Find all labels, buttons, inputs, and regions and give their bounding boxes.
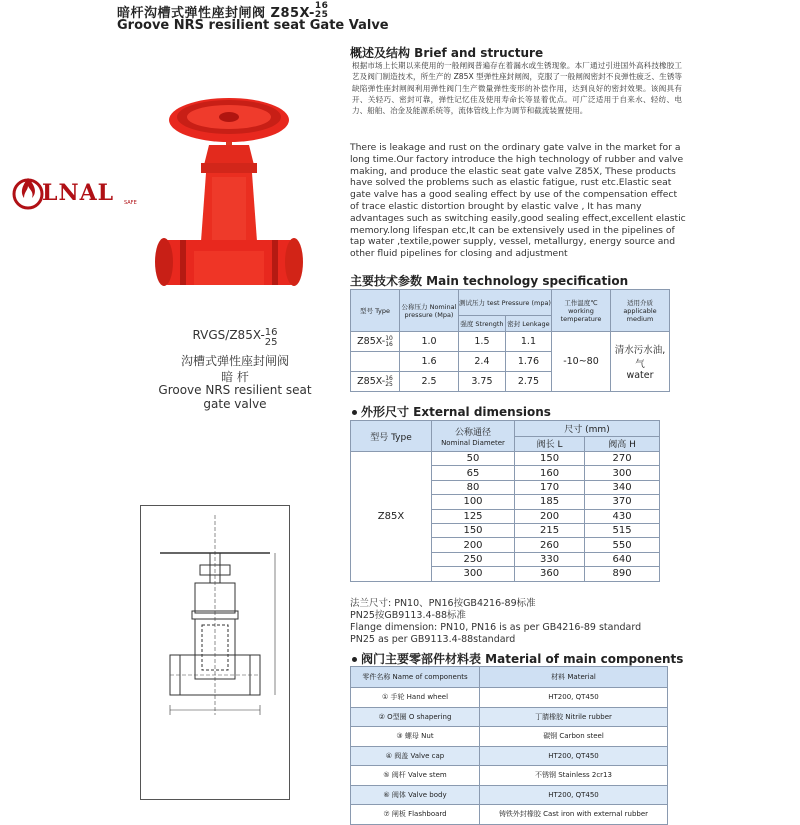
spec-nominal: 2.5 xyxy=(400,372,459,392)
flange-line-3: Flange dimension: PN10, PN16 is as per GB4216-89 standard xyxy=(350,622,642,633)
spec-header-nominal: 公称压力 Nominal pressure (Mpa) xyxy=(400,290,459,332)
dims-table xyxy=(350,420,660,582)
dims-header-type: 型号 Type xyxy=(351,421,432,452)
table-row: ② O型圈 O shapering 丁腈橡胶 Nitrile rubber xyxy=(351,707,668,727)
dims-l: 260 xyxy=(515,538,585,552)
table-row: ⑤ 阀杆 Valve stem 不锈钢 Stainless 2cr13 xyxy=(351,766,668,786)
dims-h: 515 xyxy=(585,523,660,537)
bullet-icon xyxy=(352,410,357,415)
logo-text: LNAL xyxy=(42,180,115,206)
spec-temp: -10~80 xyxy=(552,332,611,392)
materials-table xyxy=(350,666,668,825)
caption-stem-cn: 暗 杆 xyxy=(221,370,249,384)
spec-nominal: 1.6 xyxy=(400,352,459,372)
valve-drawing xyxy=(140,505,290,800)
dims-header-h: 阀高 H xyxy=(585,436,660,452)
dims-h: 430 xyxy=(585,509,660,523)
dims-title: 外形尺寸 External dimensions xyxy=(352,403,551,420)
dims-dn: 65 xyxy=(432,466,515,480)
dims-l: 160 xyxy=(515,466,585,480)
spec-header-strength: 强度 Strength xyxy=(459,316,506,332)
dims-h: 640 xyxy=(585,552,660,566)
flange-line-2: PN25按GB9113.4-88标准 xyxy=(350,610,467,621)
dims-h: 340 xyxy=(585,480,660,494)
flange-line-4: PN25 as per GB9113.4-88standard xyxy=(350,634,516,645)
flange-line-1: 法兰尺寸: PN10、PN16按GB4216-89标准 xyxy=(350,598,536,609)
dims-h: 300 xyxy=(585,466,660,480)
spec-strength: 3.75 xyxy=(459,372,506,392)
table-row: ⑥ 阀体 Valve body HT200, QT450 xyxy=(351,785,668,805)
table-row: ③ 螺母 Nut 碳钢 Carbon steel xyxy=(351,727,668,747)
dims-l: 200 xyxy=(515,509,585,523)
table-row xyxy=(351,452,660,466)
materials-header-material: 材料 Material xyxy=(480,667,668,688)
spec-medium: 清水污水油, 气 water xyxy=(611,332,670,392)
dims-dn: 80 xyxy=(432,480,515,494)
dims-h: 550 xyxy=(585,538,660,552)
spec-header-medium: 适用介质 applicable medium xyxy=(611,290,670,332)
spec-table xyxy=(350,289,670,392)
dims-h: 890 xyxy=(585,567,660,581)
dims-dn: 50 xyxy=(432,452,515,466)
dims-dn: 250 xyxy=(432,552,515,566)
spec-leakage: 1.1 xyxy=(505,332,551,352)
spec-strength: 1.5 xyxy=(459,332,506,352)
table-row xyxy=(351,332,670,352)
dims-h: 370 xyxy=(585,495,660,509)
table-row: ④ 阀盖 Valve cap HT200, QT450 xyxy=(351,746,668,766)
page-title-en: Groove NRS resilient seat Gate Valve xyxy=(117,18,389,33)
dims-l: 150 xyxy=(515,452,585,466)
spec-type-cell xyxy=(351,352,400,372)
spec-header-leakage: 密封 Lenkage xyxy=(505,316,551,332)
logo-sub-text: SAFE xyxy=(124,200,137,206)
spec-header-temp: 工作温度℃ working temperature xyxy=(552,290,611,332)
spec-title: 主要技术参数 Main technology specification xyxy=(350,274,629,288)
dims-dn: 100 xyxy=(432,495,515,509)
materials-title: 阀门主要零部件材料表 Material of main components xyxy=(352,650,683,667)
brief-cn-text: 根据市场上长期以来使用的一般闸阀普遍存在着漏水或生锈现象。本厂通过引进国外高科技橡胶工艺及阀门制造技术，所生产的 Z85X 型弹性座封闸阀，克服了一般闸阀密封不良弹性疲乏、生锈等缺陷弹性座封闸阀利用弹性阀门生产微量弹性变形的补偿作用，达到良好的密封效果。该阀具有开、关轻巧、密封可靠，弹性记忆佳及使用寿命长等显着优点。可广泛适用于自来水、轻纺、电力、船舶、冶金及能源系统等，流体管线上作为调节和截流装置使用。 xyxy=(352,61,682,116)
dims-dn: 150 xyxy=(432,523,515,537)
caption-name-cn: 沟槽式弹性座封闸阀 xyxy=(180,354,289,368)
spec-strength: 2.4 xyxy=(459,352,506,372)
caption-name-en-2: gate valve xyxy=(203,397,267,411)
spec-header-type: 型号 Type xyxy=(351,290,400,332)
dims-l: 215 xyxy=(515,523,585,537)
dims-l: 330 xyxy=(515,552,585,566)
spec-nominal: 1.0 xyxy=(400,332,459,352)
dims-dn: 200 xyxy=(432,538,515,552)
spec-type-cell: Z85X-10 16 xyxy=(351,332,400,352)
spec-type-cell: Z85X-16 25 xyxy=(351,372,400,392)
dims-type: Z85X xyxy=(351,452,432,582)
dims-dn: 300 xyxy=(432,567,515,581)
title-cn-text: 暗杆沟槽式弹性座封闸阀 Z85X- xyxy=(117,6,315,21)
dims-dn: 125 xyxy=(432,509,515,523)
brief-en-text: There is leakage and rust on the ordinary gate valve in the market for a long time.Our factory introduce the high technology of rubber and valve making, and produce the elastic seat gate valve Z85X, These products have solved the problems such as elastic fatigue, rust etc.Elastic seat gate valve has a good sealing effect by use of the compensation effect of trace elastic distortion brought by elastic valve , It has many advantages such as switching easily,good sealing effect,excellent elastic memory.long lifespan etc,It can be extensively used in the pipelines of tap water ,textile,power supply, vessel, metallurgy, energy source and other fluid pipelines for closing and adjustment xyxy=(350,142,686,260)
caption-model: RVGS/Z85X-16 25 xyxy=(192,327,278,348)
table-row: ⑦ 闸板 Flashboard 铸铁外封橡胶 Cast iron with external rubber xyxy=(351,805,668,825)
spec-leakage: 2.75 xyxy=(505,372,551,392)
spec-header-test: 测试压力 test Pressure (mpa) xyxy=(459,290,552,316)
dims-l: 185 xyxy=(515,495,585,509)
dims-header-dn: 公称通径 Nominal Diameter xyxy=(432,421,515,452)
materials-header-name: 零件名称 Name of components xyxy=(351,667,480,688)
dims-h: 270 xyxy=(585,452,660,466)
table-row: ① 手轮 Hand wheel HT200, QT450 xyxy=(351,688,668,708)
spec-leakage: 1.76 xyxy=(505,352,551,372)
dims-l: 170 xyxy=(515,480,585,494)
title-pressure: 16 25 xyxy=(314,1,329,20)
bullet-icon xyxy=(352,657,357,662)
dims-header-l: 阀长 L xyxy=(515,436,585,452)
valve-photo xyxy=(154,65,304,320)
dims-header-size: 尺寸 (mm) xyxy=(515,421,660,437)
flange-notes xyxy=(350,598,641,646)
brief-title: 概述及结构 Brief and structure xyxy=(350,46,544,60)
dims-l: 360 xyxy=(515,567,585,581)
caption-name-en-1: Groove NRS resilient seat xyxy=(158,383,312,397)
